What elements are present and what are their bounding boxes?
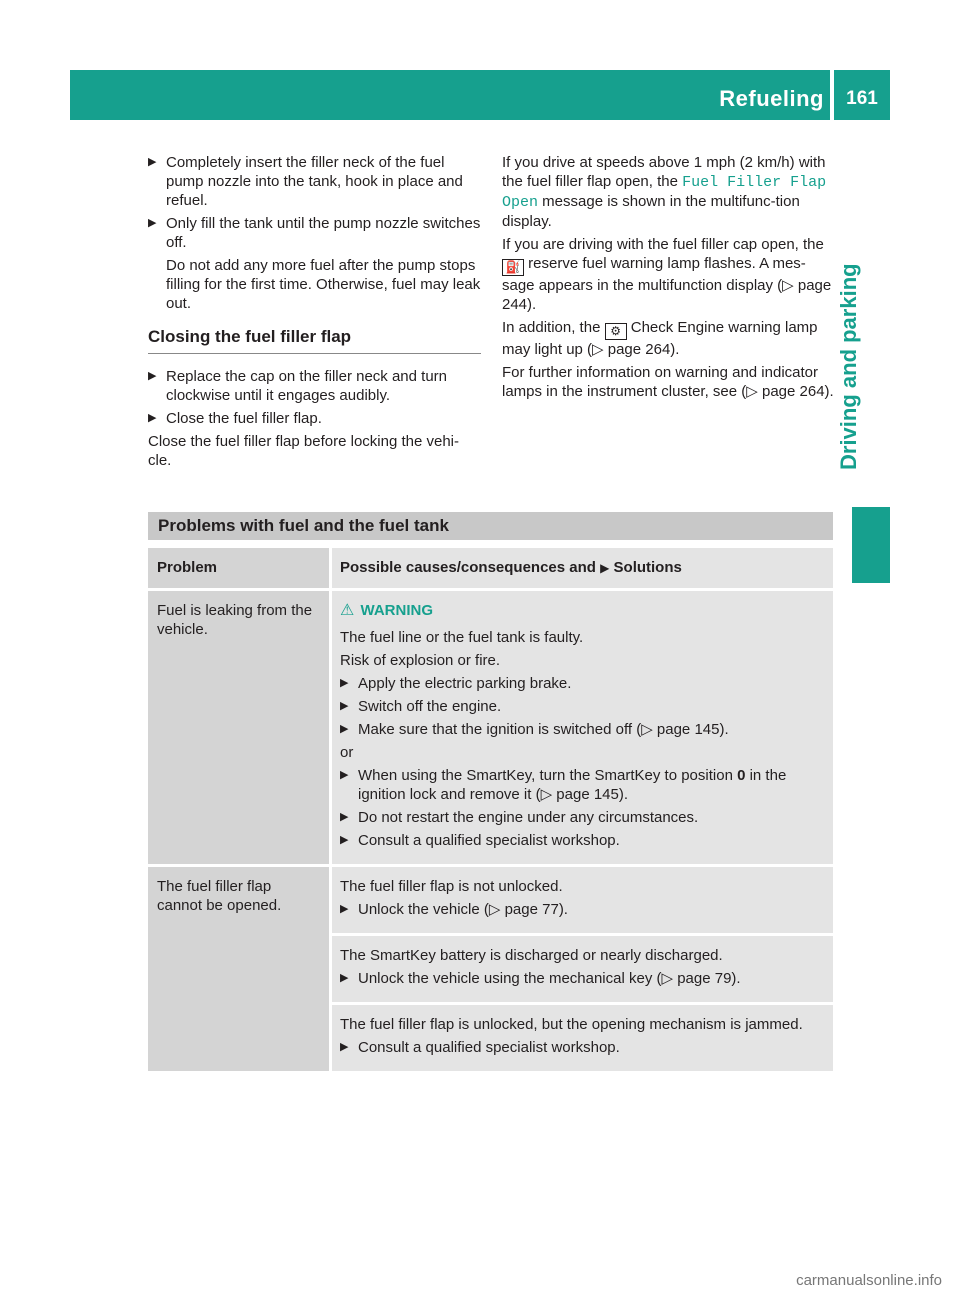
check-engine-paragraph: In addition, the ⚙ Check Engine warning lamp may light up (▷ page 264). <box>502 319 818 358</box>
arrow-right-icon: ▶ <box>340 700 349 712</box>
step-note: Do not add any more fuel after the pump stops filling for the first time. Otherwise, fuel may leak out. <box>166 257 481 312</box>
problem-cell: Fuel is leaking from the vehicle. <box>148 591 332 864</box>
closing-note: Close the fuel filler flap before locking the vehi-cle. <box>148 433 460 469</box>
arrow-right-icon: ▶ <box>148 217 157 229</box>
arrow-right-icon: ▶ <box>340 811 349 823</box>
side-tab-label: Driving and parking <box>836 263 861 470</box>
arrow-right-icon: ▶ <box>340 723 349 735</box>
arrow-right-icon: ▶ <box>340 903 349 915</box>
arrow-right-icon: ▶ <box>340 834 349 846</box>
problem-cell: The fuel filler flap cannot be opened. <box>148 867 332 1071</box>
section-title: Closing the fuel filler flap <box>148 327 481 354</box>
table-heading: Problems with fuel and the fuel tank <box>148 512 833 540</box>
warning-triangle-icon: ⚠ <box>340 602 355 619</box>
chapter-title: Refueling <box>719 86 824 111</box>
arrow-right-icon: ▶ <box>340 677 349 689</box>
left-column <box>148 153 481 474</box>
solutions-cell: The fuel filler flap is not unlocked. ▶ Unlock the vehicle (▷ page 77). <box>332 867 833 933</box>
arrow-right-icon: ▶ <box>148 156 157 168</box>
solutions-cell: ⚠ WARNING The fuel line or the fuel tank is faulty. Risk of explosion or fire. ▶ Apply the electric parking brake. ▶ Switch off the engine. ▶ Make sure that the ignition is switched off (▷ page 145). or ▶ When using the SmartKey, turn the SmartKey to position 0 in the ignition lock and remove it (▷ page 145). ▶ Do not restart the engine under any circumstances. ▶ Consult a qualified specialist workshop. <box>332 591 833 864</box>
column-header-problem: Problem <box>148 548 332 588</box>
column-header-solutions: Possible causes/consequences and ▶ Solutions <box>332 548 833 588</box>
side-tab-marker <box>852 507 890 583</box>
fuel-pump-icon: ⛽ <box>502 259 524 276</box>
flap-open-paragraph: If you drive at speeds above 1 mph (2 km/h) with the fuel filler flap open, the Fuel Filler Flap Open message is shown in the multifunc-tion display. <box>502 154 827 230</box>
table-row <box>148 867 833 1071</box>
table-header-row <box>148 548 833 588</box>
step-item: ▶ Replace the cap on the filler neck and turn clockwise until it engages audibly. <box>148 368 448 404</box>
problems-table <box>148 548 833 1071</box>
step-item: ▶ Close the fuel filler flap. <box>148 410 322 427</box>
page-number: 161 <box>846 88 878 109</box>
arrow-right-icon: ▶ <box>600 561 610 575</box>
reserve-fuel-paragraph: If you are driving with the fuel filler cap open, the ⛽ reserve fuel warning lamp flashes. A mes-sage appears in the multifunction display (▷ page 244). <box>502 236 832 313</box>
arrow-right-icon: ▶ <box>340 1041 349 1053</box>
table-row <box>148 591 833 864</box>
further-info-paragraph: For further information on warning and indicator lamps in the instrument cluster, see (▷ page 264). <box>502 364 834 400</box>
warning-label: ⚠ WARNING <box>340 602 434 619</box>
solutions-stack <box>332 867 833 1071</box>
right-column <box>502 153 835 405</box>
watermark: carmanualsonline.info <box>796 1272 942 1289</box>
arrow-right-icon: ▶ <box>340 769 349 781</box>
solutions-cell: The fuel filler flap is unlocked, but the opening mechanism is jammed. ▶ Consult a qualified specialist workshop. <box>332 1005 833 1071</box>
step-item: ▶ Only fill the tank until the pump nozzle switches off. <box>148 215 481 251</box>
solutions-cell: The SmartKey battery is discharged or nearly discharged. ▶ Unlock the vehicle using the mechanical key (▷ page 79). <box>332 936 833 1002</box>
arrow-right-icon: ▶ <box>148 370 157 382</box>
arrow-right-icon: ▶ <box>148 412 157 424</box>
check-engine-icon: ⚙ <box>605 323 627 340</box>
display-message: Fuel Filler Flap Open <box>502 174 827 211</box>
header-bar <box>70 70 830 120</box>
arrow-right-icon: ▶ <box>340 972 349 984</box>
step-item: ▶ Completely insert the filler neck of the fuel pump nozzle into the tank, hook in place and refuel. <box>148 154 463 209</box>
